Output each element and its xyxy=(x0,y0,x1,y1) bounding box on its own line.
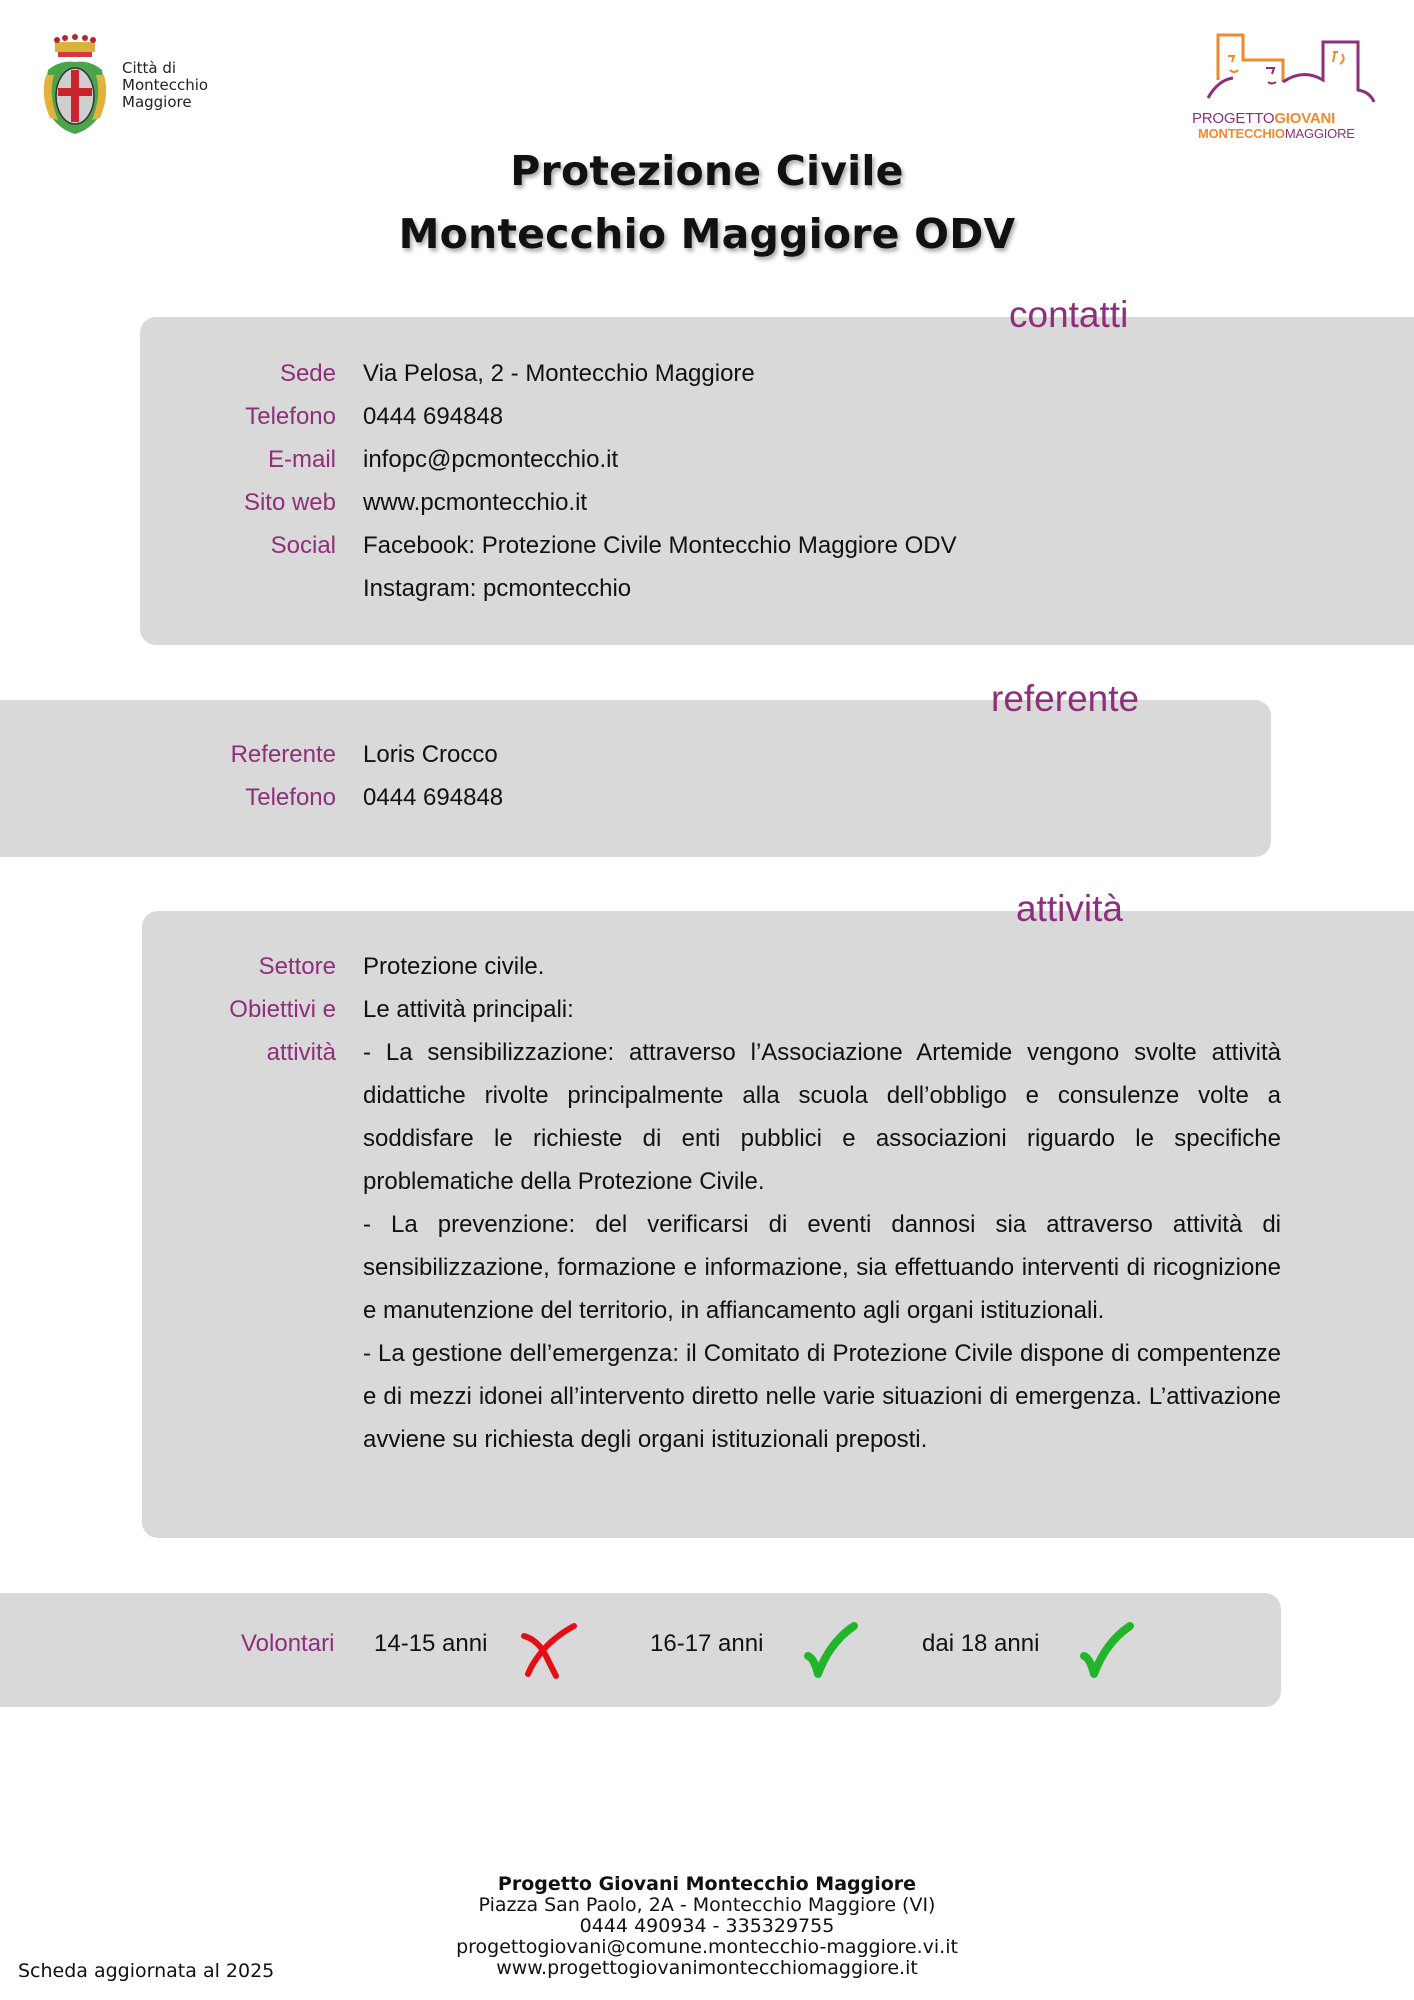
last-updated-note: Scheda aggiornata al 2025 xyxy=(18,1960,275,1982)
page-title-line: Protezione Civile xyxy=(510,147,904,195)
footer-phones[interactable]: 0444 490934 - 335329755 xyxy=(579,1915,835,1937)
footer-org-name: Progetto Giovani Montecchio Maggiore xyxy=(497,1873,917,1895)
referent-phone[interactable]: 0444 694848 xyxy=(363,784,504,811)
activities-intro: Le attività principali: xyxy=(363,996,574,1023)
email-link[interactable]: infopc@pcmontecchio.it xyxy=(363,446,619,473)
page-title-line: Montecchio Maggiore ODV xyxy=(398,210,1016,258)
volunteer-age-group: 14-15 anni xyxy=(374,1630,488,1657)
field-label: Settore xyxy=(258,953,336,980)
website-link[interactable]: www.pcmontecchio.it xyxy=(363,489,588,516)
contacts-heading: contatti xyxy=(1009,294,1129,335)
referent-heading: referente xyxy=(991,678,1140,719)
facebook-value[interactable]: Facebook: Protezione Civile Montecchio Maggiore ODV xyxy=(363,532,957,559)
field-label: Referente xyxy=(230,741,336,768)
page-title xyxy=(0,140,1414,266)
city-name-line: Città di xyxy=(122,58,177,77)
field-label: Social xyxy=(270,532,336,559)
activity-paragraph: - La prevenzione: del verificarsi di eventi dannosi sia attraverso attività di sensibilizzazione, formazione e informazione, sia effettuando interventi di ricognizione e manutenzione del territorio, in affiancamento agli organi istituzionali. xyxy=(363,1211,1281,1324)
instagram-value[interactable]: Instagram: pcmontecchio xyxy=(363,575,632,602)
logo-text-maggiore: MAGGIORE xyxy=(1284,126,1355,141)
field-label: Telefono xyxy=(245,784,336,811)
logo-text-giovani: GIOVANI xyxy=(1274,110,1336,127)
activities-heading: attività xyxy=(1016,888,1123,929)
field-label: Sito web xyxy=(243,489,336,516)
sector-value: Protezione civile. xyxy=(363,953,545,980)
referent-panel xyxy=(0,700,1271,857)
field-label: E-mail xyxy=(267,446,336,473)
logo-text-montecchio: MONTECCHIO xyxy=(1198,126,1285,141)
city-name-line: Maggiore xyxy=(122,92,192,111)
activities-description xyxy=(363,1031,1281,1461)
address-value: Via Pelosa, 2 - Montecchio Maggiore xyxy=(363,360,755,387)
city-crest-icon xyxy=(40,30,110,140)
volunteers-label: Volontari xyxy=(241,1630,335,1657)
progetto-giovani-logo xyxy=(1188,30,1378,145)
check-icon xyxy=(1076,1620,1136,1680)
footer-address: Piazza San Paolo, 2A - Montecchio Maggiore (VI) xyxy=(478,1894,936,1916)
field-label: Telefono xyxy=(245,403,336,430)
volunteer-age-group: dai 18 anni xyxy=(922,1630,1040,1657)
phone-value[interactable]: 0444 694848 xyxy=(363,403,504,430)
check-icon xyxy=(800,1620,860,1680)
field-label: Sede xyxy=(279,360,336,387)
cross-icon xyxy=(518,1620,578,1680)
activity-paragraph: - La gestione dell’emergenza: il Comitato di Protezione Civile dispone di compentenze e di mezzi idonei all’intervento diretto nelle varie situazioni di emergenza. L’attivazione avviene su richiesta degli organi istituzionali preposti. xyxy=(363,1340,1281,1453)
footer-email-link[interactable]: progettogiovani@comune.montecchio-maggiore.vi.it xyxy=(456,1936,958,1958)
progetto-giovani-skyline-icon xyxy=(1188,30,1378,110)
footer-website-link[interactable]: www.progettogiovanimontecchiomaggiore.it xyxy=(496,1957,918,1979)
field-label: Obiettivi e xyxy=(229,996,336,1023)
field-label: attività xyxy=(266,1039,336,1066)
city-logo xyxy=(40,30,220,140)
referent-name: Loris Crocco xyxy=(363,741,498,768)
logo-text-progetto: PROGETTO xyxy=(1192,110,1275,127)
volunteer-age-group: 16-17 anni xyxy=(650,1630,764,1657)
activity-paragraph: - La sensibilizzazione: attraverso l’Associazione Artemide vengono svolte attività didattiche rivolte principalmente alla scuola dell’obbligo e consulenze volte a soddisfare le richieste di enti pubblici e associazioni riguardo le specifiche problematiche della Protezione Civile. xyxy=(363,1039,1281,1195)
city-name-line: Montecchio xyxy=(122,75,209,94)
